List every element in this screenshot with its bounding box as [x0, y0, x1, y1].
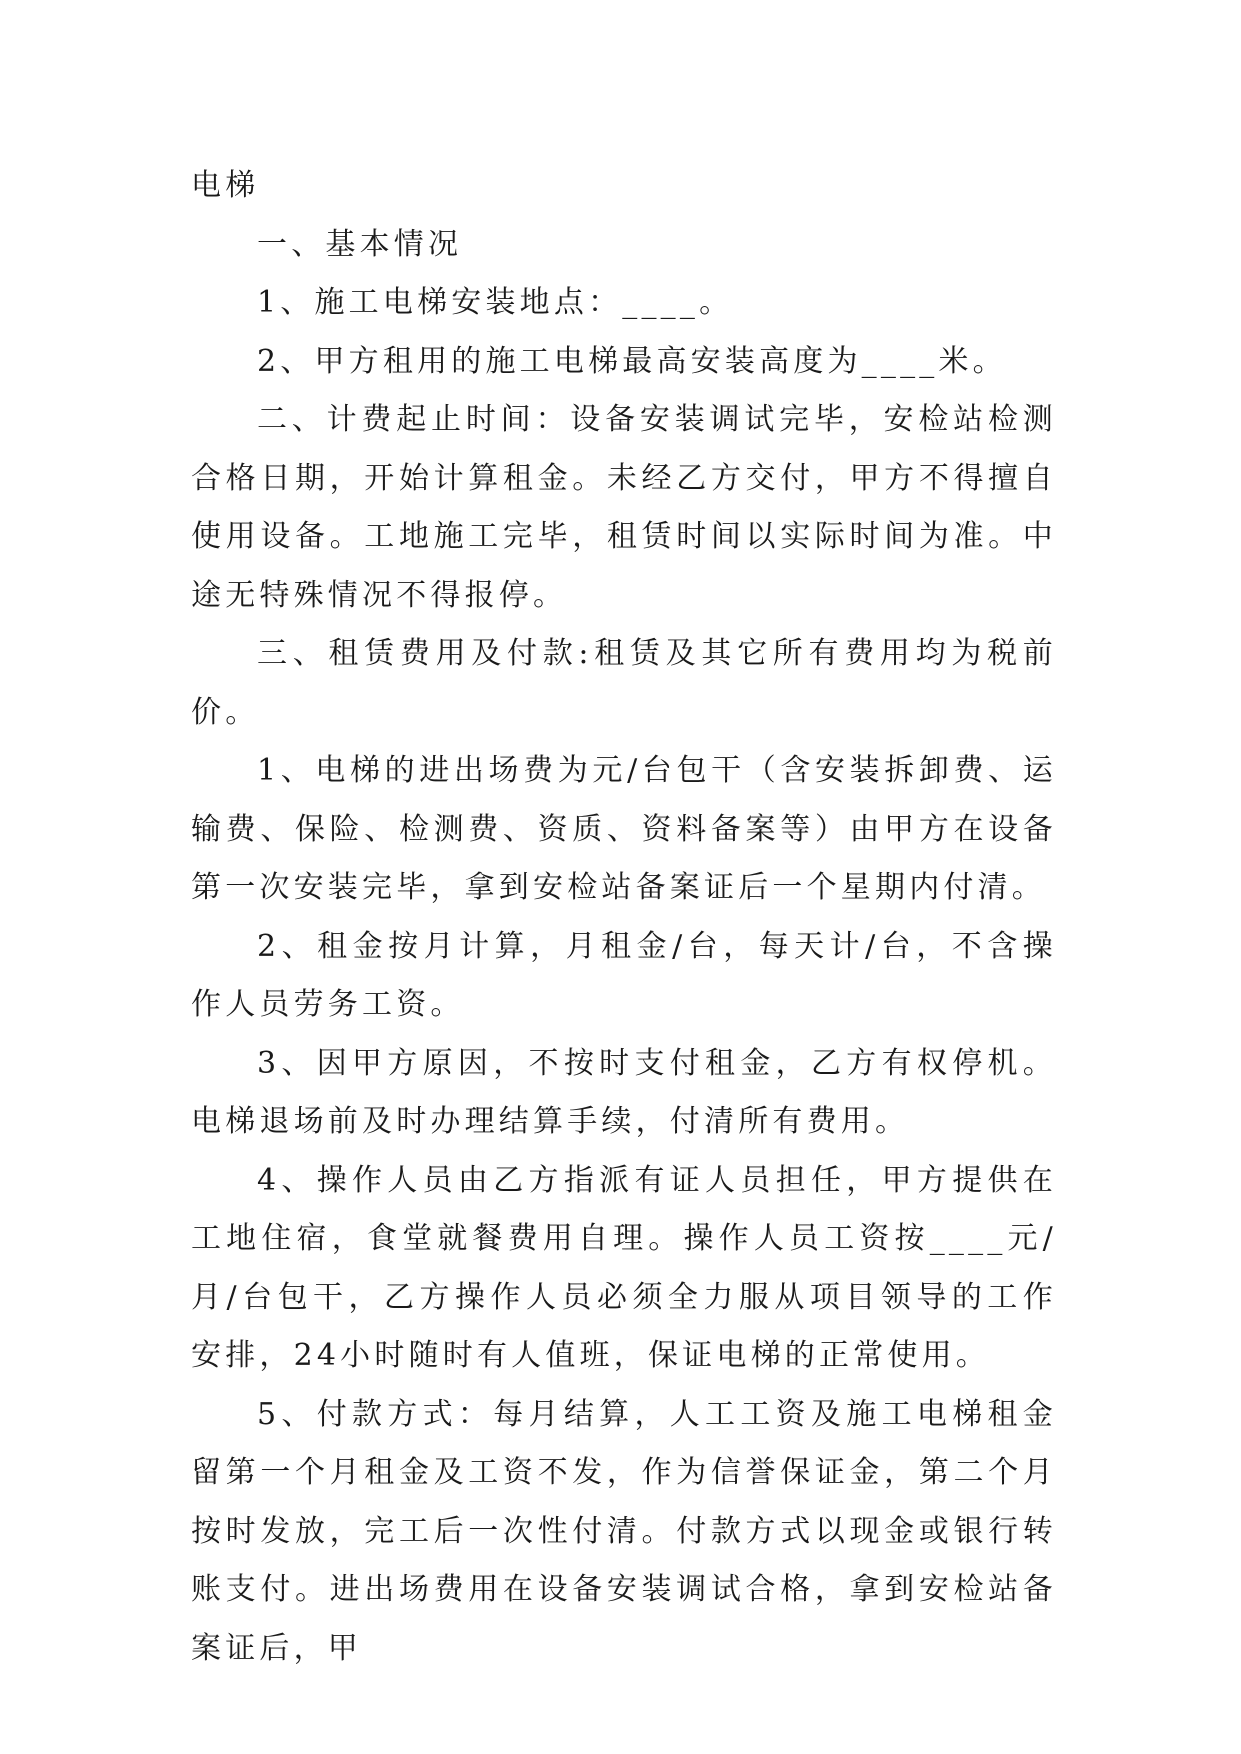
section-heading-basic-info: 一、基本情况 [257, 226, 463, 262]
paragraph-monthly-rent: 2、租金按月计算，月租金/台，每天计/台，不含操作人员劳务工资。 [191, 928, 1057, 1022]
paragraph-install-height: 2、甲方租用的施工电梯最高安装高度为____米。 [257, 343, 1007, 379]
paragraph-entry-exit-fee: 1、电梯的进出场费为元/台包干（含安装拆卸费、运输费、保险、检测费、资质、资料备案等）由甲方在设备第一次安装完毕，拿到安检站备案证后一个星期内付清。 [191, 753, 1057, 905]
paragraph-operators: 4、操作人员由乙方指派有证人员担任，甲方提供在工地住宿，食堂就餐费用自理。操作人员工资按____元/月/台包干，乙方操作人员必须全力服从项目领导的工作安排，24小时随时有人值班，保证电梯的正常使用。 [191, 1162, 1057, 1373]
paragraph-billing-period: 二、计费起止时间：设备安装调试完毕，安检站检测合格日期，开始计算租金。未经乙方交付，甲方不得擅自使用设备。工地施工完毕，租赁时间以实际时间为准。中途无特殊情况不得报停。 [191, 402, 1057, 613]
document-heading: 电梯 [191, 168, 260, 203]
paragraph-install-location: 1、施工电梯安装地点：____。 [257, 285, 734, 320]
paragraph-payment-method: 5、付款方式：每月结算，人工工资及施工电梯租金留第一个月租金及工资不发，作为信誉保证金，第二个月按时发放，完工后一次性付清。付款方式以现金或银行转账支付。进出场费用在设备安装调试合格，拿到安检站备案证后，甲 [191, 1396, 1057, 1666]
paragraph-late-payment: 3、因甲方原因，不按时支付租金，乙方有权停机。电梯退场前及时办理结算手续，付清所有费用。 [191, 1045, 1057, 1139]
document-body [191, 157, 1057, 1678]
section-heading-fees: 三、租赁费用及付款:租赁及其它所有费用均为税前价。 [191, 636, 1057, 730]
